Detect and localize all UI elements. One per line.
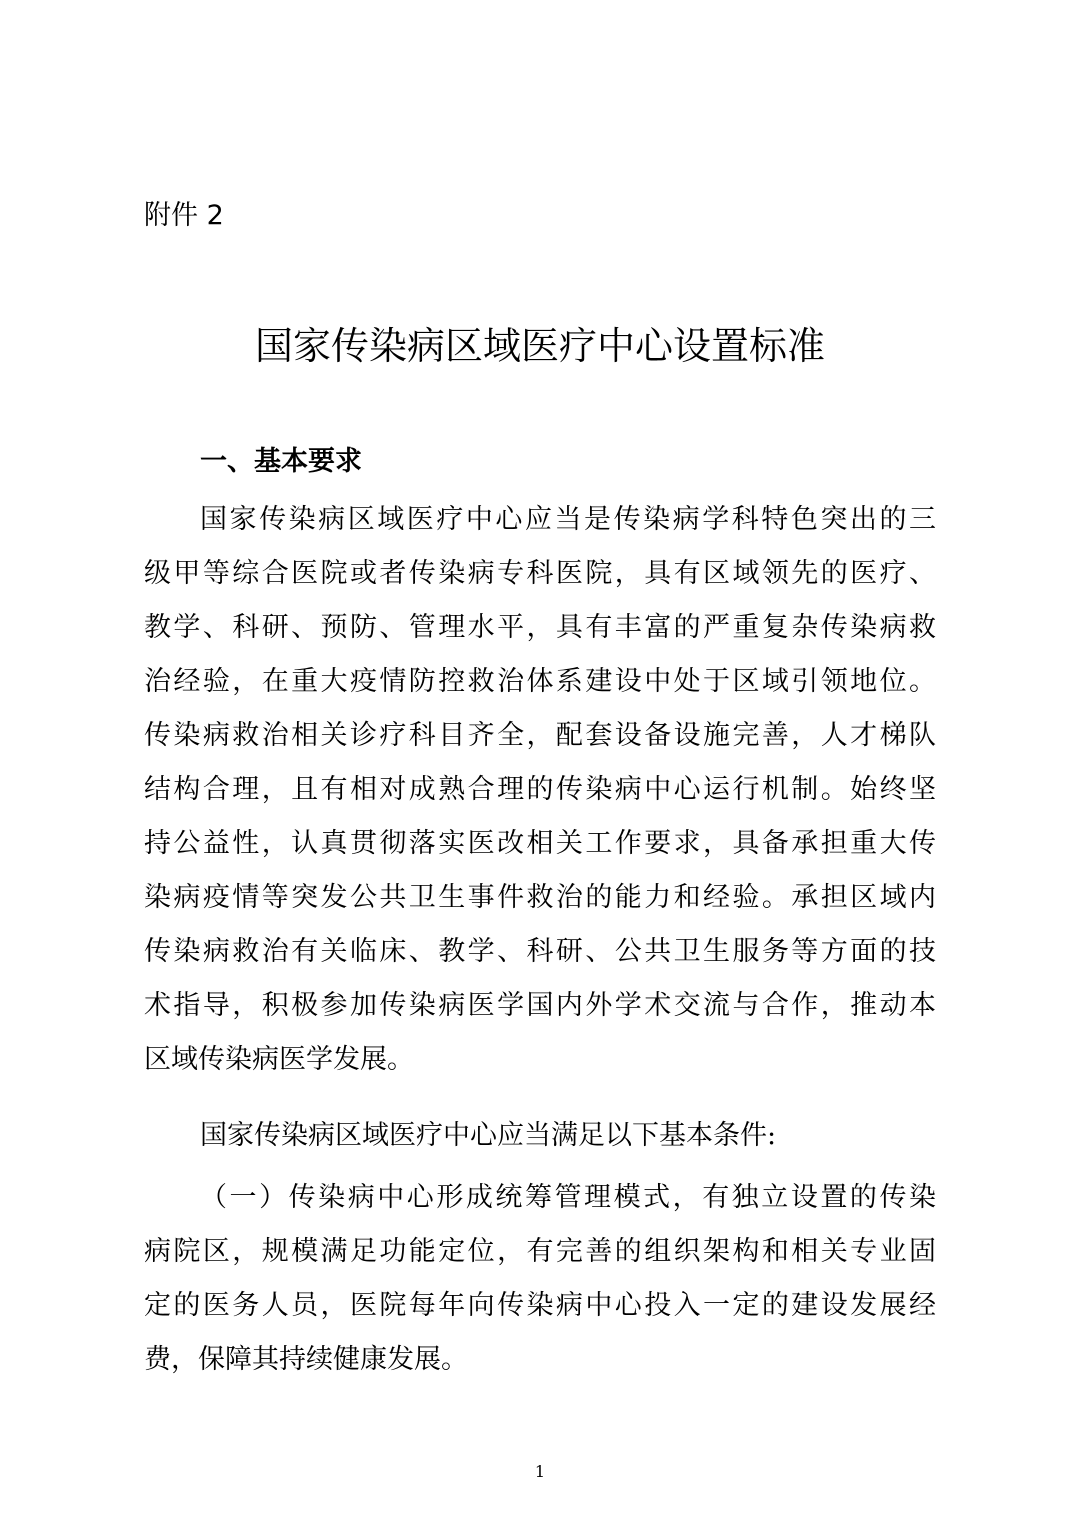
paragraph-line: 结构合理，且有相对成熟合理的传染病中心运行机制。始终坚	[144, 774, 936, 805]
paragraph-line: 传染病救治有关临床、教学、科研、公共卫生服务等方面的技	[144, 936, 936, 967]
paragraph-line: 传染病救治相关诊疗科目齐全，配套设备设施完善，人才梯队	[144, 720, 936, 751]
paragraph-line: 国家传染病区域医疗中心应当是传染病学科特色突出的三	[200, 504, 936, 535]
paragraph-2: 国家传染病区域医疗中心应当满足以下基本条件:	[200, 1120, 777, 1151]
paragraph-line: 治经验，在重大疫情防控救治体系建设中处于区域引领地位。	[144, 666, 936, 697]
page-number: 1	[534, 1462, 546, 1481]
document-title: 国家传染病区域医疗中心设置标准	[254, 324, 825, 368]
paragraph-line: 病院区，规模满足功能定位，有完善的组织架构和相关专业固	[144, 1236, 936, 1267]
paragraph-line: 教学、科研、预防、管理水平，具有丰富的严重复杂传染病救	[144, 612, 936, 643]
paragraph-line: 持公益性，认真贯彻落实医改相关工作要求，具备承担重大传	[144, 828, 936, 859]
paragraph-line: 费，保障其持续健康发展。	[144, 1344, 468, 1375]
attachment-label: 附件 2	[144, 200, 224, 231]
paragraph-line: 术指导，积极参加传染病医学国内外学术交流与合作，推动本	[144, 990, 936, 1021]
paragraph-line: 定的医务人员，医院每年向传染病中心投入一定的建设发展经	[144, 1290, 936, 1321]
section-heading: 一、基本要求	[200, 446, 362, 477]
paragraph-line: （一）传染病中心形成统筹管理模式，有独立设置的传染	[200, 1182, 936, 1213]
paragraph-line: 区域传染病医学发展。	[144, 1044, 414, 1075]
paragraph-line: 染病疫情等突发公共卫生事件救治的能力和经验。承担区域内	[144, 882, 936, 913]
paragraph-line: 级甲等综合医院或者传染病专科医院，具有区域领先的医疗、	[144, 558, 936, 589]
